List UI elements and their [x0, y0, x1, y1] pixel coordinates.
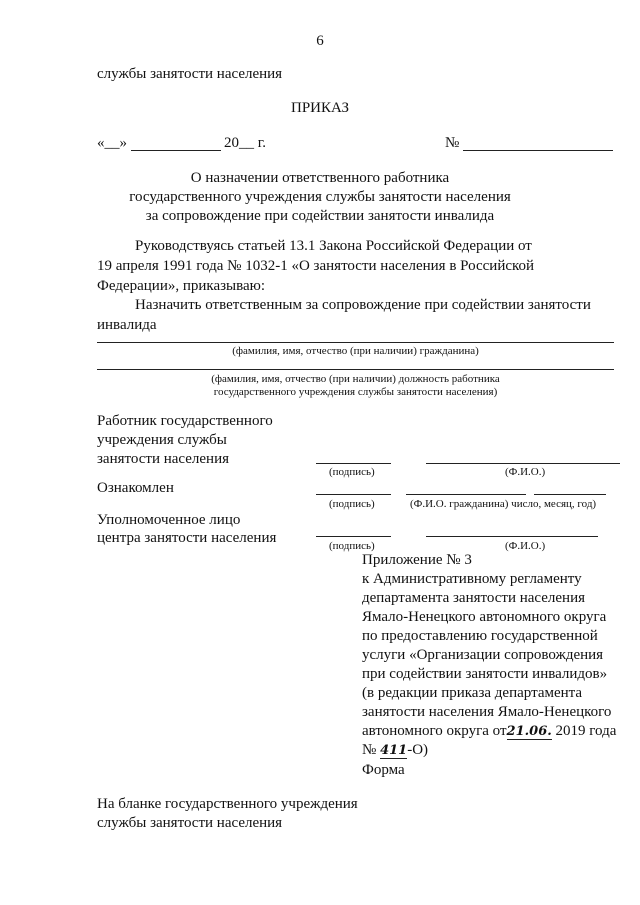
authorized-label-1: Уполномоченное лицо	[97, 512, 241, 528]
worker-signature-line	[316, 463, 391, 464]
appendix-line-3: департамента занятости населения	[362, 590, 586, 606]
body-p1-line-3: Федерации», приказываю:	[97, 278, 266, 294]
number-line	[463, 150, 613, 151]
date-month-line	[131, 150, 221, 151]
citizen-fio-line	[97, 342, 614, 343]
appendix-line-4: Ямало-Ненецкого автономного округа	[362, 609, 607, 625]
appendix-line-8: (в редакции приказа департамента	[362, 685, 583, 701]
appendix-line-5: по предоставлению государственной	[362, 628, 598, 644]
authorized-signature-caption: (подпись)	[329, 540, 375, 552]
body-p2-line-2: инвалида	[97, 317, 157, 333]
acquainted-label: Ознакомлен	[97, 480, 174, 496]
appendix-line-9: занятости населения Ямало-Ненецкого	[362, 704, 612, 720]
appendix-line-7: при содействии занятости инвалидов»	[362, 666, 608, 682]
appendix-line-6: услуги «Организации сопровождения	[362, 647, 604, 663]
footer-line-1: На бланке государственного учреждения	[97, 796, 358, 812]
appendix-line-1: Приложение № 3	[362, 552, 472, 568]
appendix-number-sign: №	[362, 742, 377, 758]
citizen-signature-line	[316, 494, 391, 495]
appendix-line-2: к Административному регламенту	[362, 571, 582, 587]
heading-line-2: государственного учреждения службы занятости населения	[129, 189, 511, 205]
appendix-date-suffix: 2019 года	[555, 723, 617, 739]
appendix-date-prefix: автономного округа от	[362, 723, 507, 739]
date-year: 20__ г.	[224, 135, 266, 151]
body-p1-line-1: Руководствуясь статьей 13.1 Закона Российской Федерации от	[135, 238, 532, 254]
authorized-signature-line	[316, 536, 391, 537]
citizen-date-line	[534, 494, 606, 495]
worker-label-3: занятости населения	[97, 451, 230, 467]
appendix-line-11	[362, 742, 428, 759]
page-number: 6	[316, 33, 324, 49]
body-p2-line-1: Назначить ответственным за сопровождение при содействии занятости	[135, 297, 591, 313]
authorized-fio-line	[426, 536, 598, 537]
body-p1-line-2: 19 апреля 1991 года № 1032-1 «О занятости населения в Российской	[97, 258, 535, 274]
worker-fio-sign-line	[426, 463, 620, 464]
authorized-label-2: центра занятости населения	[97, 530, 277, 546]
heading-line-1: О назначении ответственного работника	[190, 170, 450, 186]
appendix-line-10	[362, 723, 616, 740]
form-label: Форма	[362, 762, 405, 778]
worker-fio-caption-2: государственного учреждения службы занятости населения)	[213, 386, 498, 398]
authorized-fio-caption: (Ф.И.О.)	[505, 540, 546, 552]
appendix-handwritten-number: 411	[380, 743, 408, 758]
header-org: службы занятости населения	[97, 66, 283, 82]
appendix-handwritten-date: 21.06.	[506, 724, 552, 739]
date-day: «__»	[97, 135, 127, 151]
number-sign: №	[445, 135, 460, 151]
order-title: ПРИКАЗ	[291, 100, 349, 116]
citizen-signature-caption: (подпись)	[329, 498, 375, 510]
worker-label-2: учреждения службы	[97, 432, 227, 448]
citizen-fio-caption: (фамилия, имя, отчество (при наличии) гражданина)	[232, 345, 479, 357]
worker-signature-caption: (подпись)	[329, 466, 375, 478]
appendix-number-suffix: -О)	[407, 742, 429, 758]
heading-line-3: за сопровождение при содействии занятости инвалида	[145, 208, 495, 224]
worker-fio-caption-1: (фамилия, имя, отчество (при наличии) должность работника	[211, 373, 500, 385]
worker-fio-line	[97, 369, 614, 370]
worker-label-1: Работник государственного	[97, 413, 273, 429]
worker-fio-caption: (Ф.И.О.)	[505, 466, 546, 478]
citizen-fio-sign-line	[406, 494, 526, 495]
footer-line-2: службы занятости населения	[97, 815, 283, 831]
citizen-fio-date-caption: (Ф.И.О. гражданина) число, месяц, год)	[410, 498, 597, 510]
